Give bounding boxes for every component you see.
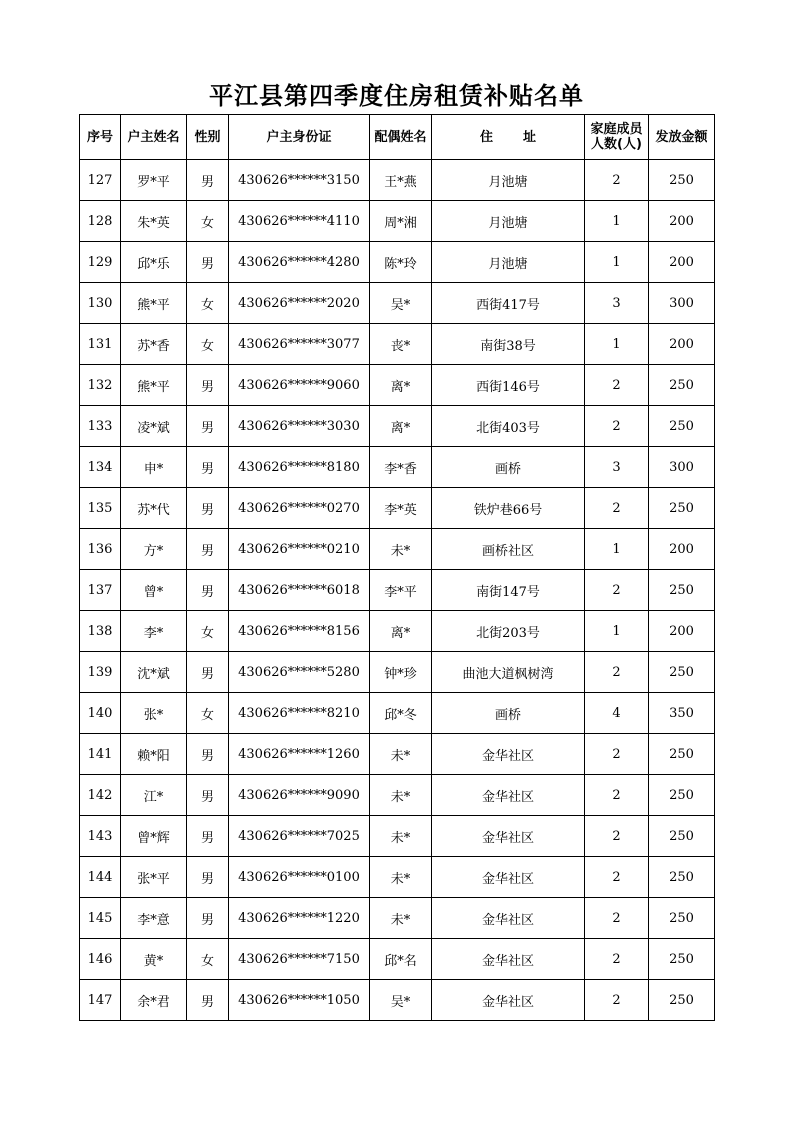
cell-family-members: 1	[585, 242, 649, 283]
cell-serial: 141	[80, 734, 121, 775]
cell-gender: 男	[187, 242, 229, 283]
table-row	[80, 160, 715, 201]
cell-spouse-name: 吴*	[370, 980, 432, 1021]
cell-spouse-name: 未*	[370, 734, 432, 775]
table-row	[80, 775, 715, 816]
table-row	[80, 201, 715, 242]
cell-householder-id: 430626******8180	[229, 447, 370, 488]
cell-householder-id: 430626******4280	[229, 242, 370, 283]
cell-family-members: 4	[585, 693, 649, 734]
cell-spouse-name: 丧*	[370, 324, 432, 365]
cell-amount: 250	[649, 816, 715, 857]
cell-householder-id: 430626******3150	[229, 160, 370, 201]
cell-family-members: 1	[585, 324, 649, 365]
cell-family-members: 2	[585, 775, 649, 816]
table-body	[80, 160, 715, 1021]
cell-householder-id: 430626******3077	[229, 324, 370, 365]
cell-family-members: 2	[585, 734, 649, 775]
cell-gender: 男	[187, 775, 229, 816]
cell-amount: 250	[649, 775, 715, 816]
document-title: 平江县第四季度住房租赁补贴名单	[209, 81, 584, 110]
cell-family-members: 2	[585, 570, 649, 611]
cell-family-members: 2	[585, 857, 649, 898]
cell-amount: 200	[649, 611, 715, 652]
cell-spouse-name: 李*平	[370, 570, 432, 611]
cell-amount: 250	[649, 160, 715, 201]
cell-householder-name: 沈*斌	[121, 652, 187, 693]
table-row	[80, 816, 715, 857]
cell-spouse-name: 未*	[370, 529, 432, 570]
cell-householder-name: 李*意	[121, 898, 187, 939]
table-row	[80, 611, 715, 652]
cell-serial: 145	[80, 898, 121, 939]
cell-address: 铁炉巷66号	[432, 488, 585, 529]
cell-address: 月池塘	[432, 242, 585, 283]
cell-householder-id: 430626******1050	[229, 980, 370, 1021]
header-family-members-label: 家庭成员人数(人)	[590, 122, 643, 152]
table-row	[80, 447, 715, 488]
cell-gender: 男	[187, 980, 229, 1021]
cell-gender: 男	[187, 406, 229, 447]
cell-householder-id: 430626******3030	[229, 406, 370, 447]
cell-householder-id: 430626******0270	[229, 488, 370, 529]
cell-spouse-name: 邱*名	[370, 939, 432, 980]
cell-spouse-name: 未*	[370, 816, 432, 857]
cell-householder-name: 邱*乐	[121, 242, 187, 283]
cell-spouse-name: 陈*玲	[370, 242, 432, 283]
cell-serial: 146	[80, 939, 121, 980]
cell-address: 西街146号	[432, 365, 585, 406]
cell-family-members: 2	[585, 980, 649, 1021]
cell-householder-name: 苏*代	[121, 488, 187, 529]
cell-householder-name: 赖*阳	[121, 734, 187, 775]
table-row	[80, 570, 715, 611]
cell-amount: 250	[649, 980, 715, 1021]
cell-householder-name: 江*	[121, 775, 187, 816]
cell-serial: 129	[80, 242, 121, 283]
table-row	[80, 488, 715, 529]
header-gender: 性别	[187, 115, 229, 160]
cell-amount: 250	[649, 898, 715, 939]
cell-householder-id: 430626******1220	[229, 898, 370, 939]
cell-gender: 女	[187, 324, 229, 365]
cell-serial: 147	[80, 980, 121, 1021]
cell-address: 月池塘	[432, 160, 585, 201]
cell-householder-id: 430626******0210	[229, 529, 370, 570]
cell-gender: 男	[187, 898, 229, 939]
cell-gender: 男	[187, 857, 229, 898]
cell-spouse-name: 离*	[370, 365, 432, 406]
cell-serial: 142	[80, 775, 121, 816]
cell-gender: 男	[187, 160, 229, 201]
cell-amount: 200	[649, 529, 715, 570]
cell-family-members: 2	[585, 816, 649, 857]
cell-address: 金华社区	[432, 734, 585, 775]
cell-householder-name: 罗*平	[121, 160, 187, 201]
cell-gender: 男	[187, 365, 229, 406]
cell-serial: 134	[80, 447, 121, 488]
cell-address: 金华社区	[432, 775, 585, 816]
cell-family-members: 2	[585, 898, 649, 939]
cell-amount: 250	[649, 734, 715, 775]
table-row	[80, 406, 715, 447]
cell-serial: 127	[80, 160, 121, 201]
cell-spouse-name: 王*燕	[370, 160, 432, 201]
table-row	[80, 324, 715, 365]
cell-address: 曲池大道枫树湾	[432, 652, 585, 693]
cell-address: 南街147号	[432, 570, 585, 611]
cell-gender: 男	[187, 816, 229, 857]
cell-householder-name: 曾*辉	[121, 816, 187, 857]
cell-householder-name: 苏*香	[121, 324, 187, 365]
header-spouse-name: 配偶姓名	[370, 115, 432, 160]
cell-spouse-name: 邱*冬	[370, 693, 432, 734]
cell-spouse-name: 未*	[370, 857, 432, 898]
cell-householder-id: 430626******2020	[229, 283, 370, 324]
cell-spouse-name: 钟*珍	[370, 652, 432, 693]
cell-amount: 200	[649, 201, 715, 242]
cell-householder-id: 430626******5280	[229, 652, 370, 693]
cell-address: 金华社区	[432, 857, 585, 898]
cell-serial: 131	[80, 324, 121, 365]
cell-serial: 136	[80, 529, 121, 570]
table-row	[80, 980, 715, 1021]
cell-serial: 143	[80, 816, 121, 857]
subsidy-table	[79, 114, 715, 1021]
cell-householder-name: 朱*英	[121, 201, 187, 242]
cell-serial: 138	[80, 611, 121, 652]
cell-family-members: 1	[585, 611, 649, 652]
cell-amount: 250	[649, 857, 715, 898]
cell-amount: 250	[649, 406, 715, 447]
header-serial: 序号	[80, 115, 121, 160]
table-row	[80, 939, 715, 980]
header-address	[432, 115, 585, 160]
cell-householder-name: 申*	[121, 447, 187, 488]
cell-householder-name: 曾*	[121, 570, 187, 611]
cell-family-members: 1	[585, 201, 649, 242]
cell-gender: 男	[187, 652, 229, 693]
cell-amount: 200	[649, 242, 715, 283]
header-address-label: 住址	[479, 129, 566, 145]
cell-amount: 250	[649, 365, 715, 406]
cell-gender: 女	[187, 283, 229, 324]
cell-family-members: 2	[585, 939, 649, 980]
cell-spouse-name: 李*香	[370, 447, 432, 488]
cell-householder-name: 余*君	[121, 980, 187, 1021]
cell-amount: 300	[649, 283, 715, 324]
cell-amount: 250	[649, 570, 715, 611]
cell-family-members: 2	[585, 160, 649, 201]
cell-amount: 300	[649, 447, 715, 488]
cell-amount: 250	[649, 652, 715, 693]
cell-address: 金华社区	[432, 980, 585, 1021]
cell-serial: 144	[80, 857, 121, 898]
cell-serial: 139	[80, 652, 121, 693]
cell-address: 西街417号	[432, 283, 585, 324]
cell-amount: 200	[649, 324, 715, 365]
cell-householder-id: 430626******6018	[229, 570, 370, 611]
cell-householder-id: 430626******7150	[229, 939, 370, 980]
header-householder-name: 户主姓名	[121, 115, 187, 160]
cell-gender: 男	[187, 488, 229, 529]
cell-address: 南街38号	[432, 324, 585, 365]
table-row	[80, 734, 715, 775]
cell-gender: 女	[187, 611, 229, 652]
cell-address: 画桥	[432, 693, 585, 734]
cell-spouse-name: 周*湘	[370, 201, 432, 242]
cell-serial: 132	[80, 365, 121, 406]
table-row	[80, 857, 715, 898]
cell-gender: 女	[187, 939, 229, 980]
cell-householder-name: 熊*平	[121, 283, 187, 324]
cell-family-members: 2	[585, 488, 649, 529]
cell-family-members: 1	[585, 529, 649, 570]
table-row	[80, 652, 715, 693]
cell-householder-name: 黄*	[121, 939, 187, 980]
table-row	[80, 529, 715, 570]
cell-address: 北街403号	[432, 406, 585, 447]
cell-householder-name: 张*平	[121, 857, 187, 898]
cell-address: 金华社区	[432, 898, 585, 939]
cell-amount: 350	[649, 693, 715, 734]
cell-householder-id: 430626******8156	[229, 611, 370, 652]
cell-householder-name: 李*	[121, 611, 187, 652]
cell-family-members: 2	[585, 652, 649, 693]
cell-householder-id: 430626******4110	[229, 201, 370, 242]
cell-spouse-name: 吴*	[370, 283, 432, 324]
cell-spouse-name: 离*	[370, 611, 432, 652]
header-family-members	[585, 115, 649, 160]
table-row	[80, 242, 715, 283]
cell-serial: 133	[80, 406, 121, 447]
cell-spouse-name: 离*	[370, 406, 432, 447]
cell-address: 月池塘	[432, 201, 585, 242]
cell-gender: 女	[187, 693, 229, 734]
cell-householder-id: 430626******8210	[229, 693, 370, 734]
cell-family-members: 2	[585, 406, 649, 447]
cell-householder-id: 430626******0100	[229, 857, 370, 898]
header-amount: 发放金额	[649, 115, 715, 160]
cell-serial: 130	[80, 283, 121, 324]
cell-address: 画桥社区	[432, 529, 585, 570]
cell-gender: 女	[187, 201, 229, 242]
cell-address: 画桥	[432, 447, 585, 488]
cell-gender: 男	[187, 734, 229, 775]
cell-amount: 250	[649, 488, 715, 529]
cell-spouse-name: 未*	[370, 775, 432, 816]
header-householder-id: 户主身份证	[229, 115, 370, 160]
cell-gender: 男	[187, 529, 229, 570]
cell-family-members: 3	[585, 447, 649, 488]
cell-address: 北街203号	[432, 611, 585, 652]
cell-serial: 135	[80, 488, 121, 529]
table-row	[80, 283, 715, 324]
cell-householder-id: 430626******9090	[229, 775, 370, 816]
cell-address: 金华社区	[432, 816, 585, 857]
cell-householder-name: 方*	[121, 529, 187, 570]
cell-address: 金华社区	[432, 939, 585, 980]
cell-gender: 男	[187, 570, 229, 611]
table-row	[80, 693, 715, 734]
cell-spouse-name: 未*	[370, 898, 432, 939]
cell-amount: 250	[649, 939, 715, 980]
cell-householder-name: 熊*平	[121, 365, 187, 406]
table-header-row	[80, 115, 715, 160]
cell-householder-id: 430626******1260	[229, 734, 370, 775]
cell-householder-id: 430626******7025	[229, 816, 370, 857]
cell-gender: 男	[187, 447, 229, 488]
cell-serial: 128	[80, 201, 121, 242]
table-row	[80, 898, 715, 939]
table-row	[80, 365, 715, 406]
cell-householder-name: 凌*斌	[121, 406, 187, 447]
cell-spouse-name: 李*英	[370, 488, 432, 529]
cell-family-members: 2	[585, 365, 649, 406]
cell-householder-id: 430626******9060	[229, 365, 370, 406]
cell-householder-name: 张*	[121, 693, 187, 734]
cell-serial: 137	[80, 570, 121, 611]
cell-serial: 140	[80, 693, 121, 734]
cell-family-members: 3	[585, 283, 649, 324]
